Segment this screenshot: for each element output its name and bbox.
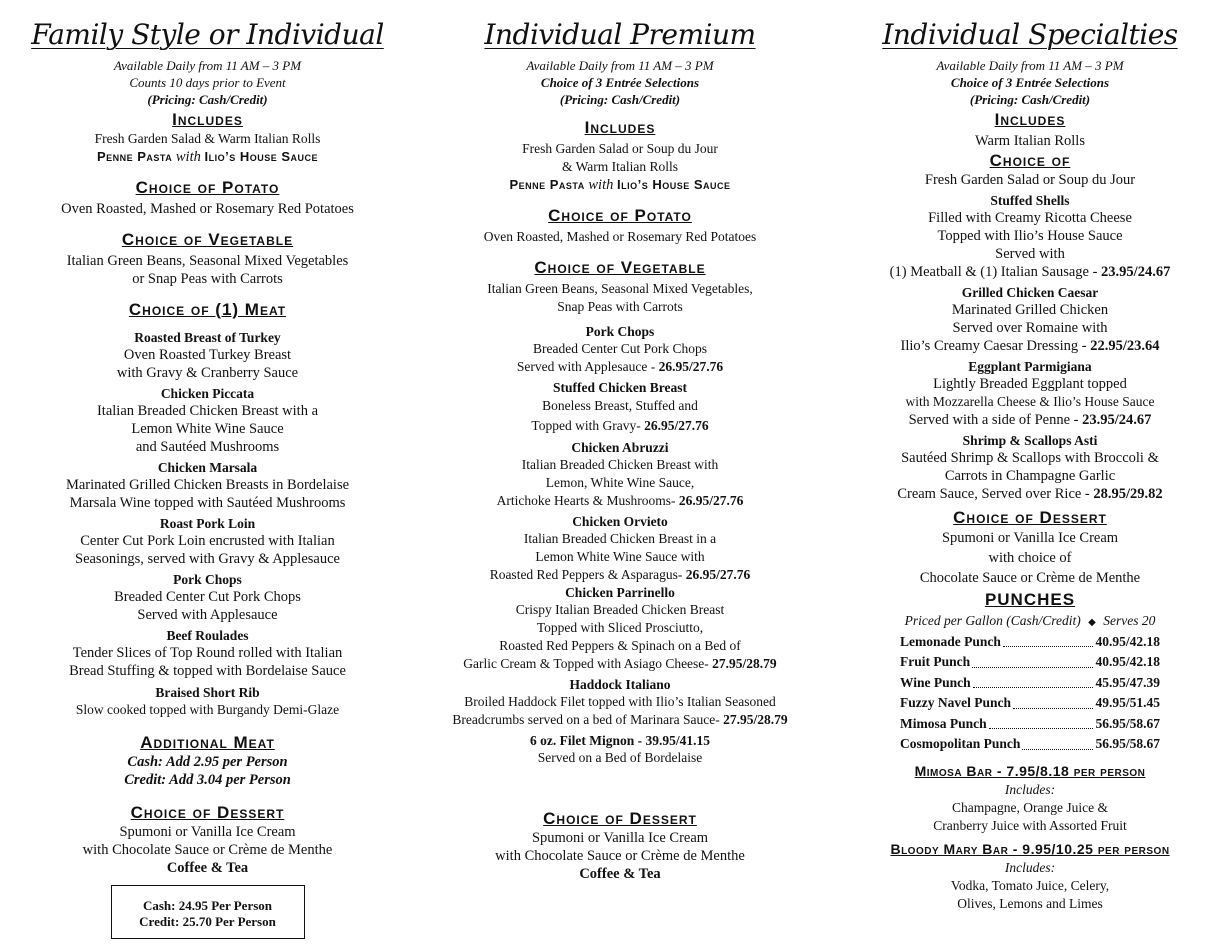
additional-credit: Credit: Add 3.04 per Person bbox=[124, 771, 291, 788]
individual-premium-title: Individual Premium bbox=[484, 18, 756, 51]
entree-choice-note: Choice of 3 Entrée Selections bbox=[950, 74, 1110, 90]
entree-name: Pork Chops bbox=[585, 323, 655, 339]
entree-name: Haddock Italiano bbox=[569, 676, 671, 692]
specialty-name: Grilled Chicken Caesar bbox=[961, 284, 1099, 300]
cash-price: Cash: 24.95 Per Person bbox=[142, 897, 273, 913]
specialty-desc: Served with bbox=[995, 245, 1065, 262]
dessert-line-2: with Chocolate Sauce or Crème de Menthe bbox=[495, 847, 745, 864]
penne-with: with bbox=[175, 148, 201, 165]
meat-item bbox=[30, 627, 385, 680]
punch-name: Mimosa Punch bbox=[900, 715, 987, 731]
vegetable-line-1: Italian Green Beans, Seasonal Mixed Vegetables, bbox=[487, 280, 753, 296]
meat-desc: Italian Breaded Chicken Breast with a bbox=[96, 402, 319, 419]
bloody-mary-bar-heading: Bloody Mary Bar - 9.95/10.25 per person bbox=[890, 840, 1170, 857]
pricing-note: (Pricing: Cash/Credit) bbox=[147, 91, 268, 107]
punch-name: Lemonade Punch bbox=[900, 633, 1001, 649]
pricing-note: (Pricing: Cash/Credit) bbox=[969, 91, 1091, 107]
entree-name: Chicken Orvieto bbox=[572, 513, 668, 529]
meat-name: Roast Pork Loin bbox=[159, 515, 256, 531]
entree-desc: Roasted Red Peppers & Spinach on a Bed of bbox=[499, 637, 741, 653]
entree-desc: Topped with Sliced Prosciutto, bbox=[536, 619, 704, 635]
specialty-desc: Filled with Creamy Ricotta Cheese bbox=[928, 209, 1132, 226]
entree-desc: Lemon, White Wine Sauce, bbox=[545, 474, 695, 490]
meat-item bbox=[30, 515, 385, 568]
credit-price: Credit: 25.70 Per Person bbox=[139, 913, 276, 929]
availability: Available Daily from 11 AM – 3 PM bbox=[113, 57, 302, 73]
individual-specialties-column bbox=[845, 20, 1215, 913]
meat-desc: Lemon White Wine Sauce bbox=[131, 420, 284, 437]
meat-desc: Slow cooked topped with Burgandy Demi-Glaze bbox=[75, 701, 340, 717]
dessert-line-2: with choice of bbox=[988, 549, 1072, 566]
punch-row bbox=[900, 673, 1160, 694]
meat-desc: Bread Stuffing & topped with Bordelaise Sauce bbox=[69, 662, 346, 679]
entree-desc: Garlic Cream & Topped with Asiago Cheese- 27.95/28.79 bbox=[463, 655, 777, 671]
specialty-item bbox=[845, 284, 1215, 355]
entree-price: 26.95/27.76 bbox=[685, 566, 751, 582]
entree-name: Chicken Abruzzi bbox=[571, 439, 669, 455]
specialty-desc: Sautéed Shrimp & Scallops with Broccoli & bbox=[901, 449, 1159, 466]
punch-price: 40.95/42.18 bbox=[1095, 633, 1160, 649]
includes-line: Fresh Garden Salad & Warm Italian Rolls bbox=[94, 130, 321, 146]
entree-name: Chicken Parrinello bbox=[565, 584, 675, 600]
entree-price: 27.95/28.79 bbox=[723, 711, 788, 727]
mimosa-line-2: Cranberry Juice with Assorted Fruit bbox=[933, 817, 1127, 833]
includes-heading: Includes bbox=[584, 117, 656, 137]
specialty-item bbox=[845, 358, 1215, 429]
vegetable-heading: Choice of Vegetable bbox=[534, 257, 706, 277]
punch-name: Fuzzy Navel Punch bbox=[900, 695, 1011, 711]
specialty-desc: Marinated Grilled Chicken bbox=[951, 301, 1109, 318]
coffee-tea: Coffee & Tea bbox=[166, 859, 249, 876]
meat-heading: Choice of (1) Meat bbox=[128, 299, 287, 319]
specialty-price: 28.95/29.82 bbox=[1093, 485, 1163, 502]
entree-desc: Served with Applesauce - 26.95/27.76 bbox=[516, 358, 724, 374]
punch-list bbox=[845, 632, 1215, 755]
specialty-desc: Cream Sauce, Served over Rice - 28.95/29.82 bbox=[897, 485, 1163, 502]
punch-price: 40.95/42.18 bbox=[1095, 654, 1160, 670]
meat-desc: Marinated Grilled Chicken Breasts in Bordelaise bbox=[65, 476, 350, 493]
punch-row bbox=[900, 693, 1160, 714]
specialty-desc: Served over Romaine with bbox=[952, 319, 1108, 336]
entree-item bbox=[440, 379, 800, 436]
specialty-price: 23.95/24.67 bbox=[1101, 263, 1171, 280]
vegetable-heading: Choice of Vegetable bbox=[121, 229, 294, 249]
punch-row bbox=[900, 734, 1160, 755]
individual-specialties-title: Individual Specialties bbox=[882, 18, 1178, 51]
specialty-desc: with Mozzarella Cheese & Ilio’s House Sauce bbox=[905, 393, 1155, 409]
meat-name: Chicken Marsala bbox=[157, 459, 258, 475]
entree-desc: Roasted Red Peppers & Asparagus- 26.95/27.76 bbox=[489, 566, 751, 582]
punch-name: Wine Punch bbox=[900, 674, 971, 690]
penne-line bbox=[30, 148, 385, 166]
availability: Available Daily from 11 AM – 3 PM bbox=[526, 57, 714, 73]
meat-name: Roasted Breast of Turkey bbox=[134, 329, 281, 345]
potato-line: Oven Roasted, Mashed or Rosemary Red Potatoes bbox=[61, 200, 354, 217]
meat-desc: Breaded Center Cut Pork Chops bbox=[114, 588, 301, 605]
punch-name: Fruit Punch bbox=[900, 654, 971, 670]
individual-premium-column bbox=[440, 20, 800, 883]
potato-heading: Choice of Potato bbox=[135, 177, 280, 197]
entree-desc: Breaded Center Cut Pork Chops bbox=[533, 340, 707, 356]
penne-pasta: Penne Pasta bbox=[509, 176, 585, 192]
family-style-column bbox=[30, 20, 385, 939]
entree-choice-note: Choice of 3 Entrée Selections bbox=[540, 74, 700, 90]
entree-name: Stuffed Chicken Breast bbox=[552, 379, 687, 395]
punch-row bbox=[900, 652, 1160, 673]
bloody-mary-includes: Includes: bbox=[1004, 859, 1056, 875]
potato-heading: Choice of Potato bbox=[548, 205, 692, 225]
punch-price: 56.95/58.67 bbox=[1095, 715, 1160, 731]
mimosa-includes: Includes: bbox=[1004, 781, 1056, 797]
potato-line: Oven Roasted, Mashed or Rosemary Red Potatoes bbox=[483, 228, 757, 244]
dessert-line-3: Chocolate Sauce or Crème de Menthe bbox=[919, 569, 1141, 586]
entree-item bbox=[440, 439, 800, 510]
punch-price: 45.95/47.39 bbox=[1095, 674, 1160, 690]
entree-item bbox=[440, 676, 800, 729]
specialty-item bbox=[845, 432, 1215, 503]
entree-price: 26.95/27.76 bbox=[658, 358, 724, 374]
meat-item bbox=[30, 684, 385, 719]
filet-desc: Served on a Bed of Bordelaise bbox=[537, 749, 703, 765]
filet-item bbox=[440, 732, 800, 767]
punches-heading: PUNCHES bbox=[984, 589, 1076, 609]
includes-line: Warm Italian Rolls bbox=[975, 132, 1085, 149]
entree-desc: Lemon White Wine Sauce with bbox=[535, 548, 705, 564]
meat-desc: Center Cut Pork Loin encrusted with Italian bbox=[80, 532, 335, 549]
entree-item bbox=[440, 323, 800, 376]
additional-meat-heading: Additional Meat bbox=[140, 732, 275, 752]
specialty-name: Shrimp & Scallops Asti bbox=[962, 432, 1098, 448]
entree-price: 26.95/27.76 bbox=[644, 417, 709, 433]
pricing-note: (Pricing: Cash/Credit) bbox=[559, 91, 681, 107]
availability: Available Daily from 11 AM – 3 PM bbox=[936, 57, 1124, 73]
entree-desc: Breadcrumbs served on a bed of Marinara Sauce- 27.95/28.79 bbox=[452, 711, 788, 727]
penne-line bbox=[440, 176, 800, 194]
dessert-line-1: Spumoni or Vanilla Ice Cream bbox=[531, 829, 709, 846]
specialty-desc: Ilio’s Creamy Caesar Dressing - 22.95/23.64 bbox=[900, 337, 1160, 354]
includes-line-2: & Warm Italian Rolls bbox=[561, 158, 679, 174]
family-style-title: Family Style or Individual bbox=[31, 18, 384, 51]
bloody-mary-line-1: Vodka, Tomato Juice, Celery, bbox=[950, 877, 1110, 893]
entree-item bbox=[440, 584, 800, 673]
entree-price: 27.95/28.79 bbox=[712, 655, 777, 671]
choice-of-heading: Choice of bbox=[989, 150, 1071, 170]
specialty-price: 22.95/23.64 bbox=[1090, 337, 1160, 354]
punch-price: 56.95/58.67 bbox=[1095, 736, 1160, 752]
specialty-desc: Carrots in Champagne Garlic bbox=[944, 467, 1116, 484]
meat-desc: Tender Slices of Top Round rolled with Italian bbox=[72, 644, 343, 661]
vegetable-line-2: or Snap Peas with Carrots bbox=[132, 270, 283, 287]
mimosa-line-1: Champagne, Orange Juice & bbox=[952, 799, 1108, 815]
diamond-bullet-icon: ◆ bbox=[1088, 616, 1096, 628]
includes-heading: Includes bbox=[172, 109, 243, 129]
meat-name: Pork Chops bbox=[173, 571, 242, 587]
meat-desc: Marsala Wine topped with Sautéed Mushrooms bbox=[69, 494, 346, 511]
specialty-desc: (1) Meatball & (1) Italian Sausage - 23.95/24.67 bbox=[889, 263, 1171, 280]
meat-desc: with Gravy & Cranberry Sauce bbox=[116, 364, 299, 381]
meat-desc: Seasonings, served with Gravy & Applesauce bbox=[75, 550, 340, 567]
punch-pricing-note: Priced per Gallon (Cash/Credit) ◆ Serves 20 bbox=[904, 612, 1156, 628]
specialty-name: Eggplant Parmigiana bbox=[968, 358, 1092, 374]
filet-name: 6 oz. Filet Mignon - 39.95/41.15 bbox=[530, 732, 710, 748]
house-sauce: Ilio’s House Sauce bbox=[617, 176, 731, 192]
coffee-tea: Coffee & Tea bbox=[579, 865, 661, 882]
entree-desc: Crispy Italian Breaded Chicken Breast bbox=[515, 601, 725, 617]
bloody-mary-line-2: Olives, Lemons and Limes bbox=[957, 895, 1103, 911]
includes-line-1: Fresh Garden Salad or Soup du Jour bbox=[522, 140, 718, 156]
specialty-price: 23.95/24.67 bbox=[1082, 411, 1152, 428]
dessert-line-1: Spumoni or Vanilla Ice Cream bbox=[119, 823, 296, 840]
punch-name: Cosmopolitan Punch bbox=[900, 736, 1021, 752]
specialty-name: Stuffed Shells bbox=[990, 192, 1070, 208]
specialty-desc: Served with a side of Penne - 23.95/24.67 bbox=[908, 411, 1152, 428]
dessert-heading: Choice of Dessert bbox=[543, 808, 697, 828]
meat-name: Chicken Piccata bbox=[160, 385, 255, 401]
meat-desc: and Sautéed Mushrooms bbox=[135, 438, 280, 455]
choice-of-line: Fresh Garden Salad or Soup du Jour bbox=[924, 171, 1136, 188]
dessert-line-1: Spumoni or Vanilla Ice Cream bbox=[941, 529, 1119, 546]
dessert-heading: Choice of Dessert bbox=[953, 507, 1107, 527]
house-sauce: Ilio’s House Sauce bbox=[204, 148, 319, 164]
specialty-desc: Lightly Breaded Eggplant topped bbox=[933, 375, 1127, 392]
entree-desc: Italian Breaded Chicken Breast with bbox=[521, 456, 719, 472]
entree-desc: Italian Breaded Chicken Breast in a bbox=[523, 530, 717, 546]
additional-cash: Cash: Add 2.95 per Person bbox=[127, 753, 288, 770]
vegetable-line-1: Italian Green Beans, Seasonal Mixed Vegetables bbox=[66, 252, 349, 269]
entree-price: 26.95/27.76 bbox=[678, 492, 744, 508]
punch-row bbox=[900, 632, 1160, 653]
entree-desc: Artichoke Hearts & Mushrooms- 26.95/27.76 bbox=[496, 492, 744, 508]
mimosa-bar-heading: Mimosa Bar - 7.95/8.18 per person bbox=[914, 762, 1146, 779]
entree-desc: Topped with Gravy- 26.95/27.76 bbox=[531, 417, 709, 433]
specialty-item bbox=[845, 192, 1215, 281]
meat-item bbox=[30, 385, 385, 456]
specialty-desc: Topped with Ilio’s House Sauce bbox=[937, 227, 1123, 244]
penne-pasta: Penne Pasta bbox=[96, 148, 173, 164]
vegetable-line-2: Snap Peas with Carrots bbox=[557, 298, 683, 314]
meat-name: Beef Roulades bbox=[166, 627, 249, 643]
meat-desc: Oven Roasted Turkey Breast bbox=[123, 346, 292, 363]
meat-item bbox=[30, 571, 385, 624]
includes-heading: Includes bbox=[994, 109, 1066, 129]
meat-item bbox=[30, 459, 385, 512]
dessert-heading: Choice of Dessert bbox=[130, 802, 285, 822]
penne-with: with bbox=[588, 176, 614, 193]
punch-price: 49.95/51.45 bbox=[1095, 695, 1160, 711]
entree-item bbox=[440, 513, 800, 584]
entree-desc: Boneless Breast, Stuffed and bbox=[542, 397, 698, 413]
counts-note: Counts 10 days prior to Event bbox=[129, 74, 286, 90]
meat-desc: Served with Applesauce bbox=[137, 606, 278, 623]
punch-row bbox=[900, 714, 1160, 735]
entree-desc: Broiled Haddock Filet topped with Ilio’s Italian Seasoned bbox=[464, 693, 776, 709]
meat-name: Braised Short Rib bbox=[155, 684, 260, 700]
price-box bbox=[111, 885, 305, 939]
meat-item bbox=[30, 329, 385, 382]
dessert-line-2: with Chocolate Sauce or Crème de Menthe bbox=[82, 841, 333, 858]
